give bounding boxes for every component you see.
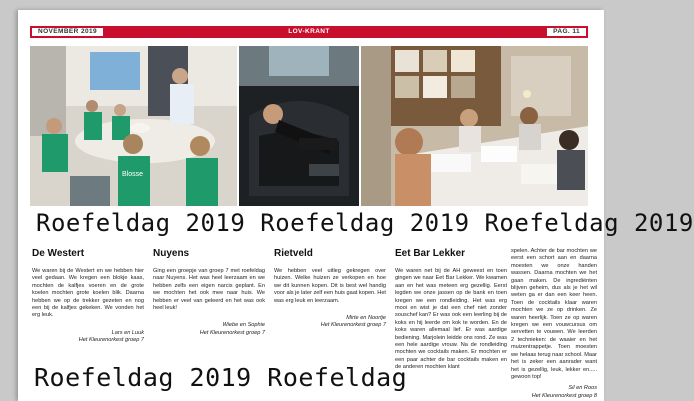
photo-strip: [30, 46, 588, 206]
article-title: Rietveld: [274, 248, 313, 259]
article-group: Het Kleurenorkest groep 7: [78, 337, 144, 344]
article-author: Wiebe en Sophie: [222, 322, 265, 329]
article-author: Sil en Roos: [568, 385, 597, 392]
article-eet-bar-lekker: [395, 248, 507, 372]
article-title: De Westert: [32, 248, 85, 259]
article-author: Lars en Luuk: [111, 329, 144, 336]
article-body: We hebben veel uitleg gekregen over huizen. Welke huizen ze verkopen en hoe we dit kunnen kopen. Dit is best wel handig voor als je later zelf een huis gaat kopen. Het was erg leuk en leerzaam.: [274, 268, 386, 304]
article-group: Het Kleurenorkest groep 8: [531, 392, 597, 399]
article-title: Eet Bar Lekker: [395, 248, 466, 259]
photo-rietveld: [239, 46, 359, 206]
article-group: Het Kleurenorkest groep 7: [199, 329, 265, 336]
article-author: Mirte en Noortje: [346, 315, 386, 322]
header-date: NOVEMBER 2019: [31, 27, 104, 37]
page-header: [30, 26, 588, 38]
banner-top: Roefeldag 2019 Roefeldag 2019 Roefeldag 2019: [36, 209, 694, 237]
vest-text: Blosse: [122, 171, 144, 178]
newspaper-page: [18, 10, 694, 401]
photo-eet-bar-lekker: [361, 46, 588, 206]
article-nuyens: [153, 248, 265, 337]
article-body: spelen. Achter de bar mochten we eerst een schort aan en daarna moesten we onze handen wassen. Daarna mochten we het gaan maken. De ingrediënten blijven geheim, dus als je het wil weten ga er dan een keer heen. Toen de cocktails klaar waren mochten we ze op drinken. Ze waren heerlijk. Toen ze op waren kregen we een vouwcursus om servetten te vouwen. We leerden 2 technieken: de waaier en het muizentrappetje. Toen moesten we helaas terug naar school. Maar het is zeker een aanrader want het is gezellig, leuk, lekker en..... gewoon top!: [511, 248, 597, 380]
photo-icon: [239, 46, 359, 206]
article-rietveld: [274, 248, 386, 330]
article-body: Ging een groepje van groep 7 met roefeldag naar Nuyens. Het was heel leerzaam en we hebben zelfs een eigen narcis geplant. En we mochten het ook mee naar huis. We hebben er veel van geleerd en het was ook heel leuk!: [153, 268, 265, 312]
article-de-westert: [32, 248, 144, 345]
article-group: Het Kleurenorkest groep 7: [320, 322, 386, 329]
article-title: Nuyens: [153, 248, 190, 259]
photo-icon: [361, 46, 588, 206]
banner-bottom: Roefeldag 2019 Roefeldag: [34, 363, 408, 392]
photo-icon: [30, 46, 237, 206]
header-title: LOV-KRANT: [288, 28, 330, 35]
photo-de-westert: [30, 46, 237, 206]
article-body: We waren net bij de AH geweest en toen gingen we naar Eet Bar Lekker. We kwamen aan en het was meteen erg gezellig. Eerst legden we onze jassen op de bank en toen kregen we een rondleiding. Het was erg mooi en wist je dat een chef niet zonder souschef kan? Er was ook een leerling bij de koks en hij leerde om kok te worden. En de koks waren allemaal lief. Er was aardige bediening. Marjolein leidde ons rond. Ze was een hele aardige vrouw. Na de rondleiding mochten we cocktails maken. Er mochten er een paar achter de bar cocktails maken en de anderen mochten klant: [395, 268, 507, 371]
header-page-number: PAG. 11: [546, 27, 587, 37]
article-body: We waren bij de Westert en we hebben hier veel gedaan. We kregen een blokje kaas, mochten de kalfjes voeren en de grote koelen mochten grote koelen blik. Daarna hebben we op de trekker gezeten en nog een bij de kalfjes gekeken. We vonden het erg leuk.: [32, 268, 144, 319]
